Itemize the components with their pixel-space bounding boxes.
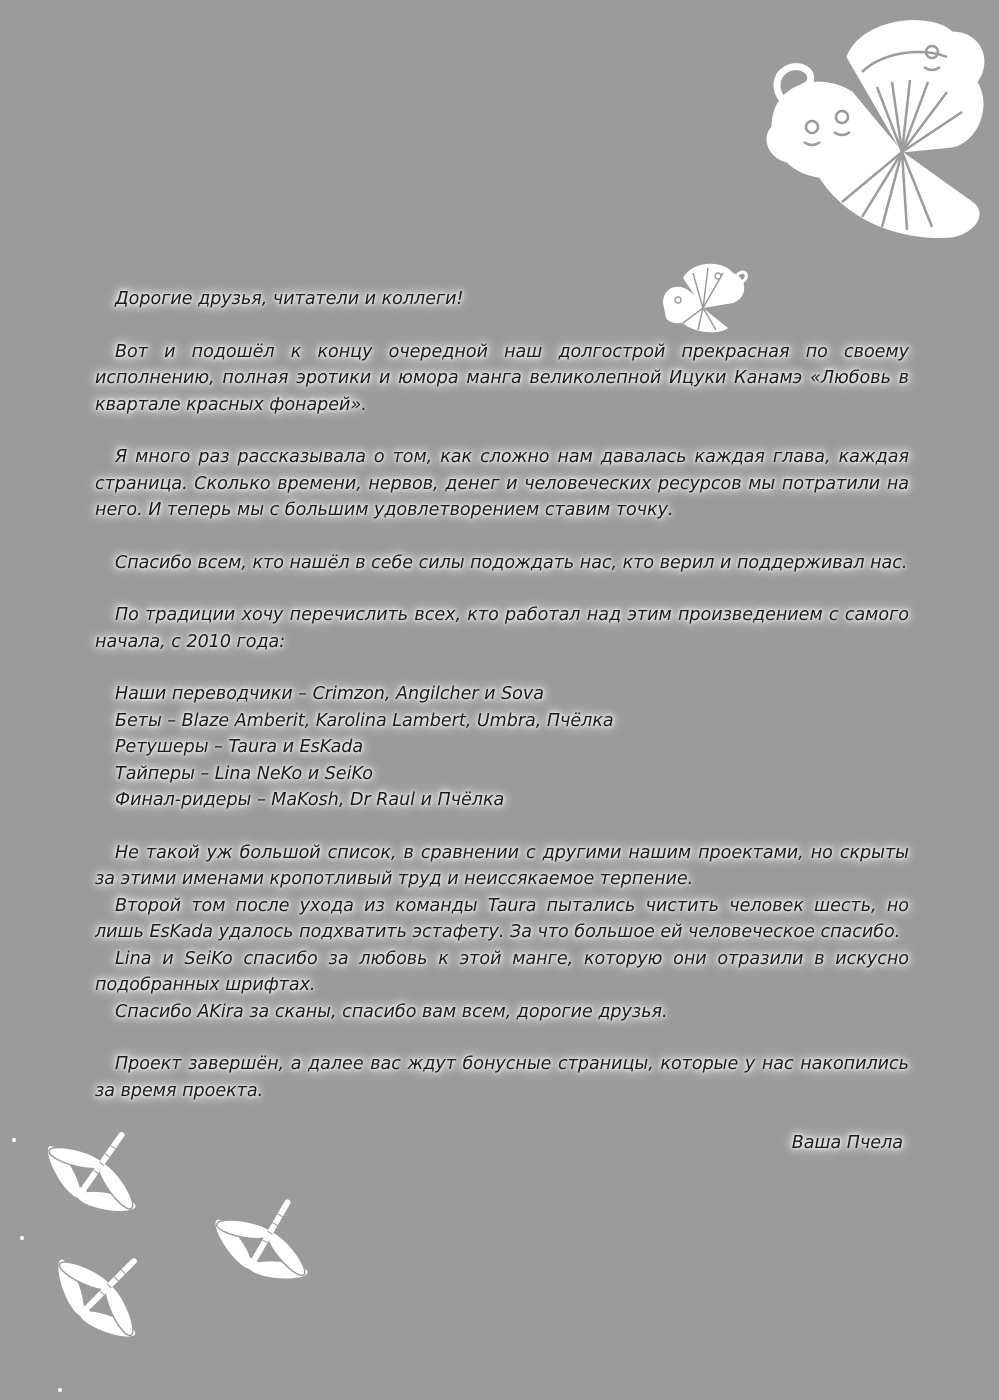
letter-paragraph: Проект завершён, а далее вас ждут бонусные страницы, которые у нас накопились за время проекта.: [95, 1054, 909, 1101]
letter-paragraph: Спасибо AKira за сканы, спасибо вам всем, дорогие друзья.: [115, 1001, 668, 1022]
credits-item: Финал-ридеры – MaKosh, Dr Raul и Пчёлка: [115, 790, 505, 810]
letter-paragraph: Вот и подошёл к концу очередной наш долгострой прекрасная по своему исполнению, полная эротики и юмора манга великолепной Ицуки Канамэ «Любовь в квартале красных фонарей».: [95, 341, 909, 415]
letter-paragraph: Не такой уж большой список, в сравнении с другими нашим проектами, но скрыты за этими именами кропотливый труд и неиссякаемое терпение.: [95, 842, 909, 889]
butterfly-crest-icon: [752, 12, 996, 250]
letter-paragraph: Второй том после ухода из команды Taura пытались чистить человек шесть, но лишь EsKada удалось подхватить эстафету. За что большое ей человеческое спасибо.: [95, 895, 909, 942]
credits-item: Ретушеры – Taura и EsKada: [115, 737, 364, 757]
letter-greeting: Дорогие друзья, читатели и коллеги!: [115, 289, 464, 309]
letter-paragraph: По традиции хочу перечислить всех, кто работал над этим произведением с самого начала, с 2010 года:: [95, 605, 909, 652]
credits-list: [95, 681, 909, 814]
letter-paragraph: Lina и SeiKo спасибо за любовь к этой манге, которую они отразили в искусно подобранных шрифтах.: [95, 948, 909, 995]
credits-item: Тайперы – Lina NeKo и SeiKo: [115, 763, 373, 784]
letter-paragraph: Я много раз рассказывала о том, как сложно нам давалась каждая глава, каждая страница. Сколько времени, нервов, денег и человеческих ресурсов мы потратили на него. И теперь мы с большим удовлетворением ставим точку.: [95, 447, 909, 520]
credits-item: Беты – Blaze Amberit, Karolina Lambert, Umbra, Пчёлка: [115, 710, 614, 731]
credits-item: Наши переводчики – Crimzon, Angilcher и Sova: [115, 684, 544, 704]
afterword-letter: [95, 286, 909, 1157]
letter-signature: Ваша Пчела: [791, 1133, 903, 1153]
letter-paragraph: Спасибо всем, кто нашёл в себе силы подождать нас, кто верил и поддерживал нас.: [115, 552, 908, 573]
